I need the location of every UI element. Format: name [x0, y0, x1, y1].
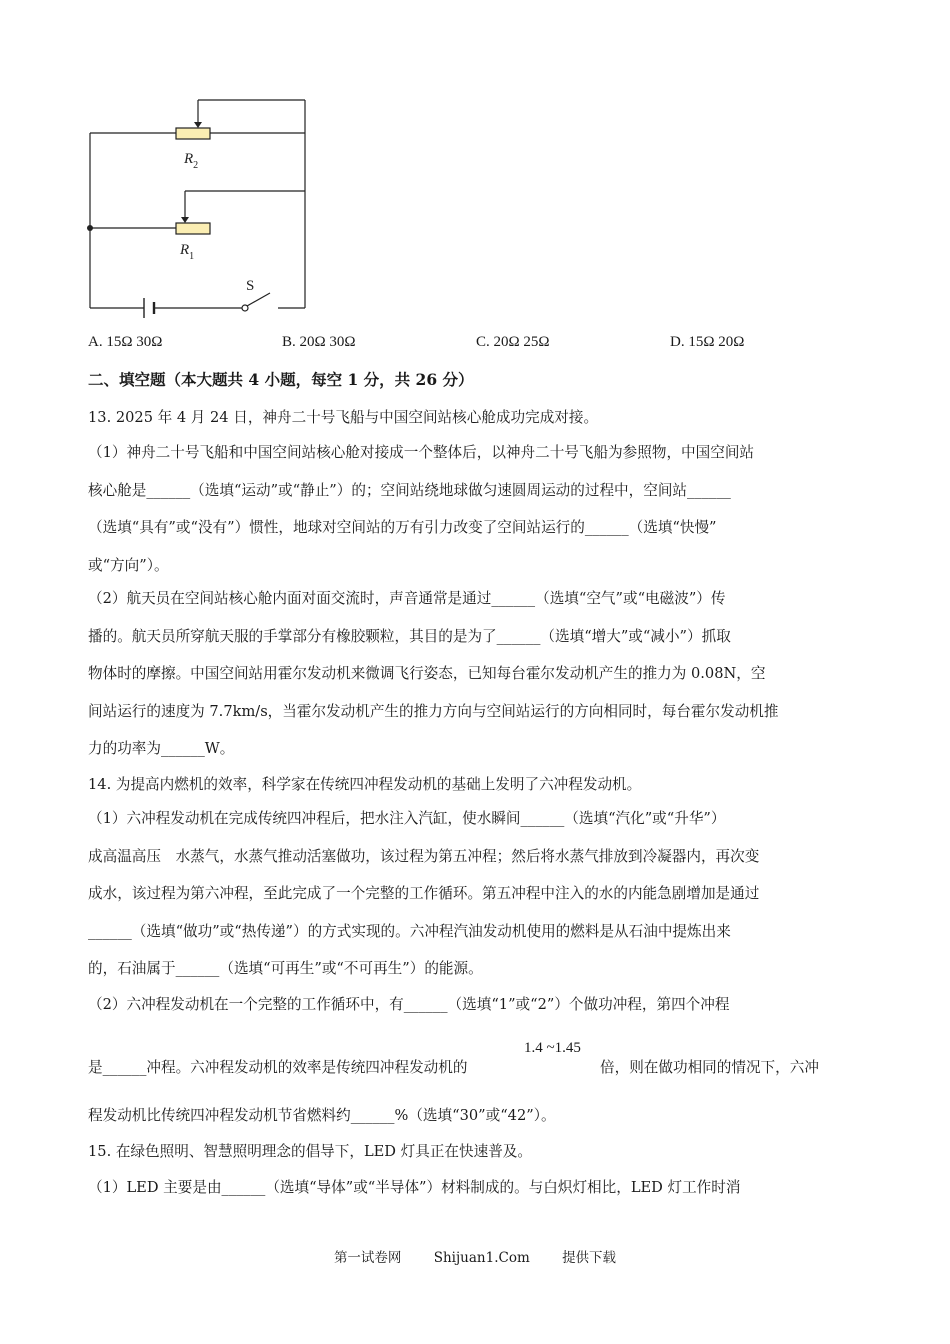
- resistor-r2: [176, 128, 210, 139]
- text-line: （1）神舟二十号飞船和中国空间站核心舱对接成一个整体后，以神舟二十号飞船为参照物，中国空间站: [88, 444, 755, 461]
- text-line: 物体时的摩擦。中国空间站用霍尔发动机来微调飞行姿态，已知每台霍尔发动机产生的推力为 0.08N，空: [88, 665, 766, 682]
- q13-heading: 13. 2025 年 4 月 24 日，神舟二十号飞船与中国空间站核心舱成功完成对接。: [88, 409, 599, 426]
- page-footer: [0, 1246, 950, 1266]
- ratio-formula: 1.4 ~1.45: [524, 1040, 581, 1056]
- text-line: 成水，该过程为第六冲程，至此完成了一个完整的工作循环。第五冲程中注入的水的内能急剧增加是通过: [88, 885, 760, 902]
- q15-part1-line1: （1）LED 主要是由______（选填“导体”或“半导体”）材料制成的。与白炽灯相比，LED 灯工作时消: [88, 1179, 741, 1196]
- r2-label: $R_2$: [184, 151, 199, 171]
- text-line: 播的。航天员所穿航天服的手掌部分有橡胶颗粒，其目的是为了______（选填“增大”或“减小”）抓取: [88, 627, 731, 645]
- text-line: ______（选填“做功”或“热传递”）的方式实现的。六冲程汽油发动机使用的燃料是从石油中提炼出来: [88, 922, 731, 940]
- text-line: 力的功率为______W。: [88, 740, 235, 757]
- q14-part2-line3: 程发动机比传统四冲程发动机节省燃料约______%（选填“30”或“42”）。: [88, 1107, 556, 1124]
- q14-part2-line2-right: 倍，则在做功相同的情况下，六冲: [600, 1059, 819, 1076]
- footer-note: 提供下载: [562, 1250, 617, 1266]
- option-a: A. 15Ω 30Ω: [88, 334, 163, 350]
- q13-part2: [88, 580, 858, 768]
- r1-label: $R_1$: [180, 242, 195, 262]
- slider-arrow-icon: [181, 217, 189, 223]
- q14-part1: [88, 800, 858, 988]
- q14-heading: 14. 为提高内燃机的效率，科学家在传统四冲程发动机的基础上发明了六冲程发动机。: [88, 776, 642, 793]
- footer-site-name: 第一试卷网: [333, 1250, 402, 1266]
- q13-part1: [88, 434, 858, 584]
- text-line: 核心舱是______（选填“运动”或“静止”）的；空间站绕地球做匀速圆周运动的过程中，空间站______: [88, 481, 731, 499]
- option-b: B. 20Ω 30Ω: [282, 334, 356, 350]
- junction-dot: [87, 225, 93, 231]
- text-line: 或“方向”）。: [88, 556, 169, 574]
- option-c: C. 20Ω 25Ω: [476, 334, 550, 350]
- circuit-diagram: [80, 88, 320, 318]
- text-line: 的，石油属于______（选填“可再生”或“不可再生”）的能源。: [88, 960, 483, 977]
- text-line: 成高温高压 水蒸气，水蒸气推动活塞做功，该过程为第五冲程；然后将水蒸气排放到冷凝器内，再次变: [88, 847, 760, 865]
- switch-label: S: [246, 278, 255, 294]
- switch-lever: [247, 293, 270, 306]
- text-line: （2）航天员在空间站核心舱内面对面交流时，声音通常是通过______（选填“空气”或“电磁波”）传: [88, 590, 726, 607]
- text-line: 间站运行的速度为 7.7km/s，当霍尔发动机产生的推力方向与空间站运行的方向相同时，每台霍尔发动机推: [88, 702, 779, 720]
- text-line: （1）六冲程发动机在完成传统四冲程后，把水注入汽缸，使水瞬间______（选填“汽化”或“升华”）: [88, 810, 726, 827]
- option-d: D. 15Ω 20Ω: [670, 334, 745, 350]
- resistor-r1: [176, 223, 210, 234]
- q14-part2-line1: （2）六冲程发动机在一个完整的工作循环中，有______（选填“1”或“2”）个做功冲程，第四个冲程: [88, 996, 730, 1013]
- section-title: 二、填空题（本大题共 4 小题，每空 1 分，共 26 分）: [88, 370, 474, 389]
- text-line: （选填“具有”或“没有”）惯性，地球对空间站的万有引力改变了空间站运行的______（选填“快慢”: [88, 519, 717, 536]
- q14-part2-line2-left: 是______冲程。六冲程发动机的效率是传统四冲程发动机的: [88, 1059, 468, 1076]
- slider-arrow-icon: [194, 122, 202, 128]
- q15-heading: 15. 在绿色照明、智慧照明理念的倡导下，LED 灯具正在快速普及。: [88, 1143, 532, 1160]
- footer-site-url: Shijuan1.Com: [433, 1250, 530, 1266]
